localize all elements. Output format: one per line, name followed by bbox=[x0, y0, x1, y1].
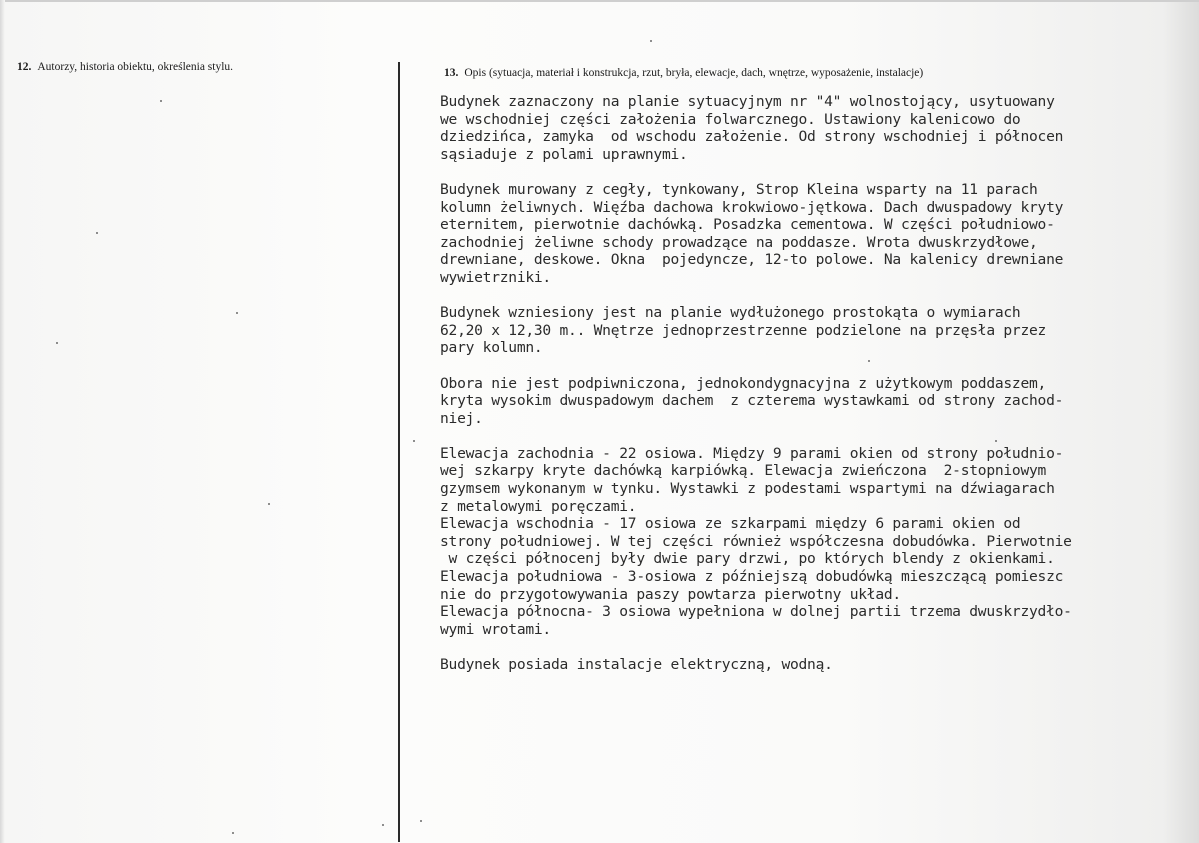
scan-speck bbox=[650, 40, 652, 42]
scan-speck bbox=[413, 440, 415, 442]
typed-line: Budynek wzniesiony jest na planie wydłużonego prostokąta o wymiarach bbox=[440, 304, 1021, 322]
section-12-number: 12. bbox=[17, 61, 32, 73]
column-divider bbox=[398, 62, 400, 842]
description-paragraph bbox=[440, 656, 1192, 674]
typed-line: niej. bbox=[440, 409, 483, 427]
typed-line: nie do przygotowywania paszy powtarza pierwotny układ. bbox=[440, 585, 901, 603]
typed-line: zachodniej żeliwne schody prowadzące na poddasze. Wrota dwuskrzydłowe, bbox=[440, 233, 1038, 251]
typed-line: wej szkarpy kryte dachówką karpiówką. Elewacja zwieńczona 2-stopniowym bbox=[440, 462, 1047, 480]
typed-line: strony południowej. W tej części również współczesna dobudówka. Pierwotnie bbox=[440, 532, 1072, 550]
typed-line: Budynek posiada instalacje elektryczną, wodną. bbox=[440, 656, 833, 673]
section-12-header bbox=[17, 61, 233, 73]
typed-line: eternitem, pierwotnie dachówką. Posadzka cementowa. W części południowo- bbox=[440, 216, 1055, 234]
typed-line: we wschodniej części założenia folwarcznego. Ustawiony kalenicowo do bbox=[440, 110, 1021, 128]
typed-line: Elewacja zachodnia - 22 osiowa. Między 9 parami okien od strony południo- bbox=[440, 444, 1064, 462]
page-top-edge bbox=[0, 0, 1199, 2]
scan-speck bbox=[382, 824, 384, 826]
scan-speck bbox=[995, 440, 997, 442]
typed-line: 62,20 x 12,30 m.. Wnętrze jednoprzestrzenne podzielone na przęsła przez bbox=[440, 321, 1047, 339]
scan-speck bbox=[236, 312, 238, 314]
typed-description bbox=[440, 93, 1192, 691]
typed-line: w części północenj były dwie pary drzwi, po których blendy z okienkami. bbox=[440, 550, 1055, 568]
page-left-edge bbox=[0, 0, 5, 843]
section-12-title: Autorzy, historia obiektu, określenia stylu. bbox=[37, 61, 234, 73]
section-13-number: 13. bbox=[444, 67, 459, 79]
description-paragraph bbox=[440, 375, 1192, 428]
typed-line: drewniane, deskowe. Okna pojedyncze, 12-to polowe. Na kalenicy drewniane bbox=[440, 251, 1064, 269]
description-paragraph bbox=[440, 93, 1192, 163]
typed-line: Budynek murowany z cegły, tynkowany, Strop Kleina wsparty na 11 parach bbox=[440, 180, 1038, 198]
typed-line: dziedzińca, zamyka od wschodu założenie. Od strony wschodniej i północen bbox=[440, 128, 1064, 146]
section-13-header bbox=[444, 67, 923, 79]
description-paragraph bbox=[440, 445, 1192, 639]
typed-line: sąsiaduje z polami uprawnymi. bbox=[440, 145, 688, 163]
scan-speck bbox=[232, 832, 234, 834]
typed-line: Budynek zaznaczony na planie sytuacyjnym nr "4" wolnostojący, usytuowany bbox=[440, 93, 1055, 110]
scan-speck bbox=[160, 100, 162, 102]
typed-line: Elewacja wschodnia - 17 osiowa ze szkarpami między 6 parami okien od bbox=[440, 515, 1021, 533]
scan-speck bbox=[868, 360, 870, 362]
scan-speck bbox=[268, 503, 270, 505]
typed-line: Obora nie jest podpiwniczona, jednokondygnacyjna z użytkowym poddaszem, bbox=[440, 374, 1047, 392]
typed-line: Elewacja południowa - 3-osiowa z późniejszą dobudówką mieszczącą pomieszc bbox=[440, 568, 1064, 586]
typed-line: wymi wrotami. bbox=[440, 620, 551, 638]
typed-line: gzymsem wykonanym w tynku. Wystawki z podestami wspartymi na dźwiagarach bbox=[440, 480, 1055, 498]
typed-line: kryta wysokim dwuspadowym dachem z czterema wystawkami od strony zachod- bbox=[440, 392, 1064, 410]
scan-speck bbox=[56, 342, 58, 344]
typed-line: Elewacja północna- 3 osiowa wypełniona w dolnej partii trzema dwuskrzydło- bbox=[440, 603, 1072, 621]
scan-speck bbox=[96, 232, 98, 234]
description-paragraph bbox=[440, 304, 1192, 357]
scan-speck bbox=[420, 820, 422, 822]
description-paragraph bbox=[440, 181, 1192, 287]
typed-line: kolumn żeliwnych. Więźba dachowa krokwiowo-jętkowa. Dach dwuspadowy kryty bbox=[440, 198, 1064, 216]
section-13-title: Opis (sytuacja, materiał i konstrukcja, rzut, bryła, elewacje, dach, wnętrze, wyposażenie, instalacje) bbox=[464, 67, 924, 79]
typed-line: z metalowymi poręczami. bbox=[440, 497, 637, 515]
typed-line: pary kolumn. bbox=[440, 339, 543, 357]
typed-line: wywietrzniki. bbox=[440, 268, 551, 286]
